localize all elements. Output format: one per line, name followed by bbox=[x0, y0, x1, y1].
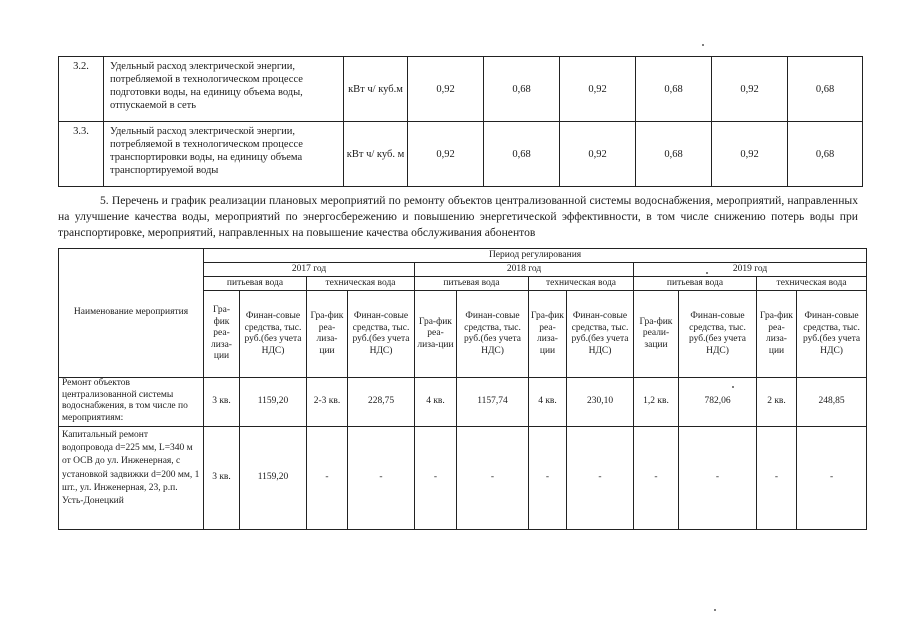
schedule-cell: - bbox=[307, 427, 348, 530]
finance-cell: 248,85 bbox=[797, 378, 867, 427]
schedule-header: Гра-фик реа-лиза-ции bbox=[757, 291, 797, 378]
value-cell: 0,92 bbox=[408, 57, 484, 122]
finance-cell: 782,06 bbox=[679, 378, 757, 427]
value-cell: 0,92 bbox=[712, 57, 788, 122]
finance-cell: 228,75 bbox=[348, 378, 415, 427]
value-cell: 0,92 bbox=[560, 57, 636, 122]
value-cell: 0,92 bbox=[712, 122, 788, 187]
year-header: 2019 год bbox=[634, 263, 867, 277]
finance-cell: - bbox=[679, 427, 757, 530]
scan-speck bbox=[702, 44, 704, 46]
table-row bbox=[59, 427, 867, 530]
value-cell: 0,68 bbox=[636, 122, 712, 187]
schedule-cell: 4 кв. bbox=[415, 378, 457, 427]
plan-measures-table bbox=[58, 248, 867, 530]
row-number: 3.2. bbox=[59, 57, 104, 122]
year-header: 2018 год bbox=[415, 263, 634, 277]
unit-cell: кВт ч/ куб. м bbox=[344, 122, 408, 187]
schedule-cell: 2-3 кв. bbox=[307, 378, 348, 427]
finance-cell: - bbox=[457, 427, 529, 530]
schedule-header: Гра-фик реа-лиза-ции bbox=[307, 291, 348, 378]
table-row bbox=[59, 378, 867, 427]
schedule-cell: 3 кв. bbox=[204, 427, 240, 530]
schedule-header: Гра-фик реа-лиза-ции bbox=[204, 291, 240, 378]
schedule-cell: 4 кв. bbox=[529, 378, 567, 427]
finance-header: Финан-совые средства, тыс. руб.(без учета НДС) bbox=[797, 291, 867, 378]
value-cell: 0,68 bbox=[788, 57, 863, 122]
schedule-cell: 3 кв. bbox=[204, 378, 240, 427]
period-header: Период регулирования bbox=[204, 249, 867, 263]
value-cell: 0,68 bbox=[484, 122, 560, 187]
finance-header: Финан-совые средства, тыс. руб.(без учета НДС) bbox=[457, 291, 529, 378]
schedule-cell: - bbox=[415, 427, 457, 530]
schedule-cell: - bbox=[529, 427, 567, 530]
water-type-header: техническая вода bbox=[307, 277, 415, 291]
scan-speck bbox=[714, 609, 716, 611]
water-type-header: питьевая вода bbox=[204, 277, 307, 291]
schedule-cell: 1,2 кв. bbox=[634, 378, 679, 427]
unit-cell: кВт ч/ куб.м bbox=[344, 57, 408, 122]
schedule-header: Гра-фик реали-зации bbox=[634, 291, 679, 378]
water-type-header: техническая вода bbox=[757, 277, 867, 291]
scan-speck bbox=[706, 272, 708, 274]
finance-header: Финан-совые средства, тыс. руб.(без учета НДС) bbox=[567, 291, 634, 378]
schedule-cell: - bbox=[757, 427, 797, 530]
finance-header: Финан-совые средства, тыс. руб.(без учета НДС) bbox=[679, 291, 757, 378]
section-paragraph: 5. Перечень и график реализации плановых мероприятий по ремонту объектов централизованной системы водоснабжения, мероприятий, направленных на улучшение качества воды, мероприятий по энергосбережению и повышению энергетической эффективности, в том числе снижению потерь воды при транспортировке, мероприятий, направленных на повышение качества обслуживания абонентов bbox=[58, 194, 858, 239]
value-cell: 0,68 bbox=[788, 122, 863, 187]
finance-cell: - bbox=[567, 427, 634, 530]
finance-cell: 1159,20 bbox=[240, 427, 307, 530]
water-type-header: техническая вода bbox=[529, 277, 634, 291]
name-column-header: Наименование мероприятия bbox=[59, 249, 204, 378]
year-header: 2017 год bbox=[204, 263, 415, 277]
energy-indicators-table bbox=[58, 56, 863, 187]
measure-name: Капитальный ремонт водопровода d=225 мм, L=340 м от ОСВ до ул. Инженерная, с установкой задвижки d=200 мм, 1 шт., ул. Инженерная, 23, р.п. Усть-Донецкий bbox=[59, 427, 204, 530]
water-type-header: питьевая вода bbox=[415, 277, 529, 291]
indicator-description: Удельный расход электрической энергии, потребляемой в технологическом процессе транспортировки воды, на единицу объема транспортируемой воды bbox=[104, 122, 344, 187]
schedule-cell: 2 кв. bbox=[757, 378, 797, 427]
finance-cell: 1159,20 bbox=[240, 378, 307, 427]
indicator-description: Удельный расход электрической энергии, потребляемой в технологическом процессе подготовки воды, на единицу объема воды, отпускаемой в сеть bbox=[104, 57, 344, 122]
finance-cell: - bbox=[797, 427, 867, 530]
finance-cell: 230,10 bbox=[567, 378, 634, 427]
value-cell: 0,92 bbox=[560, 122, 636, 187]
table-row bbox=[59, 122, 863, 187]
finance-cell: 1157,74 bbox=[457, 378, 529, 427]
finance-cell: - bbox=[348, 427, 415, 530]
water-type-header: питьевая вода bbox=[634, 277, 757, 291]
measure-name: Ремонт объектов централизованной системы водоснабжения, в том числе по мероприятиям: bbox=[59, 378, 204, 427]
value-cell: 0,68 bbox=[484, 57, 560, 122]
table-row bbox=[59, 57, 863, 122]
schedule-header: Гра-фик реа-лиза-ции bbox=[415, 291, 457, 378]
schedule-header: Гра-фик реа-лиза-ции bbox=[529, 291, 567, 378]
value-cell: 0,92 bbox=[408, 122, 484, 187]
finance-header: Финан-совые средства, тыс. руб.(без учета НДС) bbox=[348, 291, 415, 378]
finance-header: Финан-совые средства, тыс. руб.(без учета НДС) bbox=[240, 291, 307, 378]
schedule-cell: - bbox=[634, 427, 679, 530]
row-number: 3.3. bbox=[59, 122, 104, 187]
scan-speck bbox=[732, 386, 734, 388]
value-cell: 0,68 bbox=[636, 57, 712, 122]
